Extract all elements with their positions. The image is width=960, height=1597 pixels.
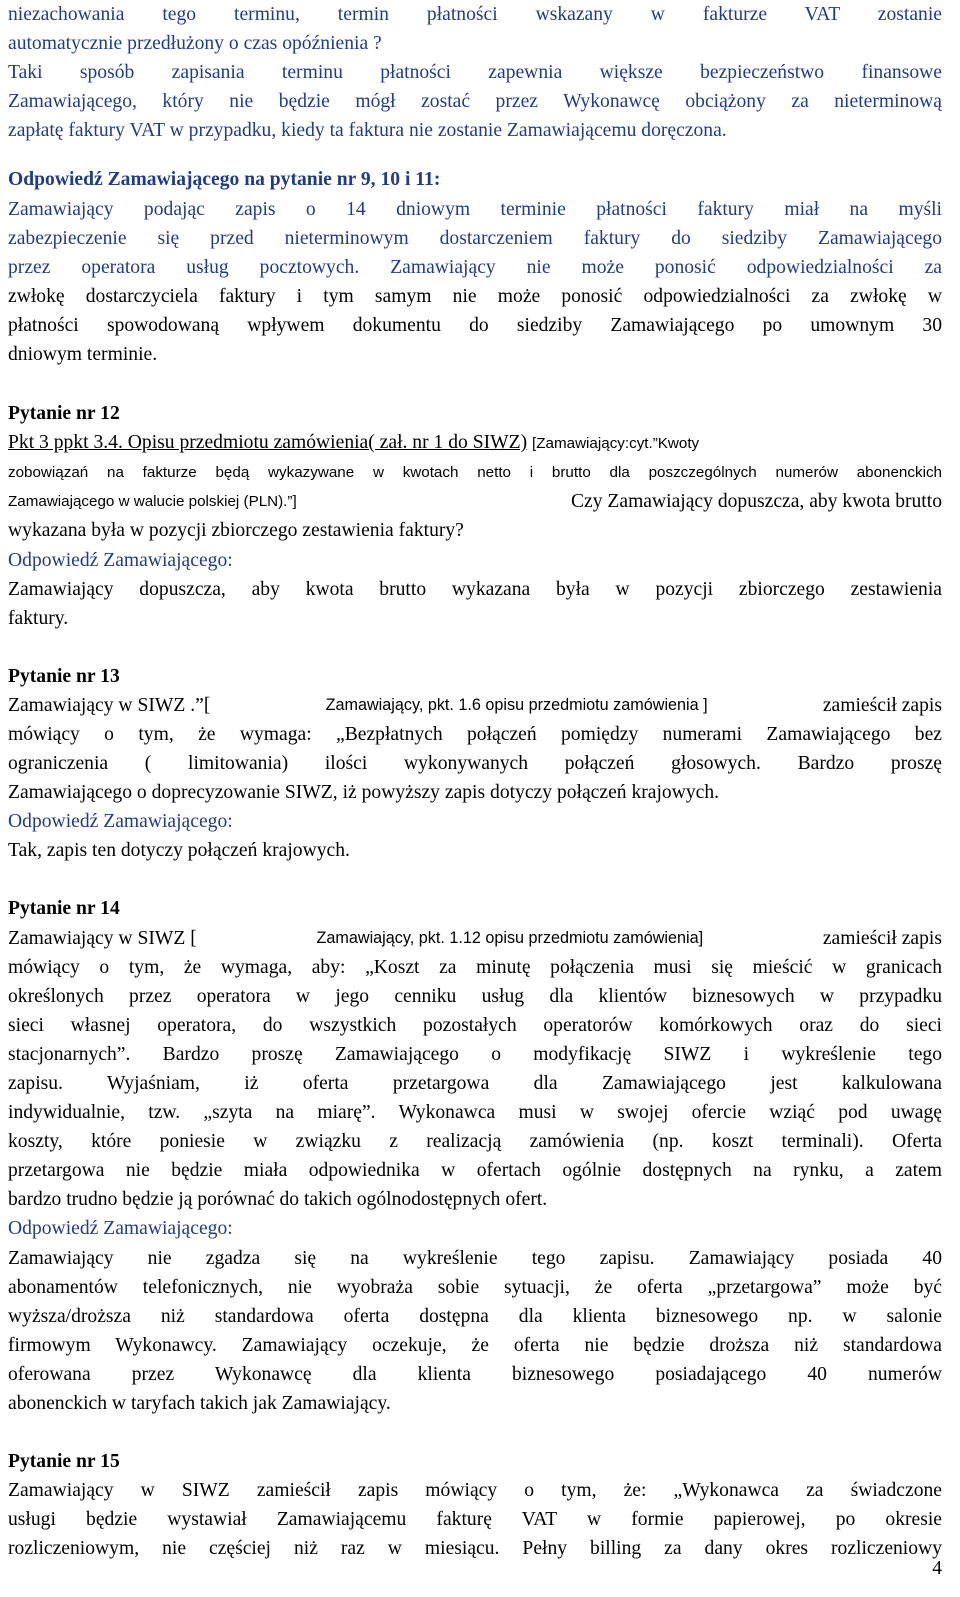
answer-line-5: płatności spowodowaną wpływem dokumentu do siedziby Zamawiającego po umownym 30	[8, 314, 942, 336]
answer-line-4: zwłokę dostarczyciela faktury i tym samym nie może ponosić odpowiedzialności za zwłokę w	[8, 285, 942, 307]
question-14-line-2: mówiący o tym, że wymaga, aby: „Koszt za minutę połączenia musi się mieścić w granicach	[8, 956, 942, 978]
question-14-line-6: zapisu. Wyjaśniam, iż oferta przetargowa dla Zamawiającego jest kalkulowana	[8, 1073, 942, 1094]
document-page	[8, 0, 942, 1564]
question-15-line-2: usługi będzie wystawiał Zamawiającemu fakturę VAT w formie papierowej, po okresie	[8, 1509, 942, 1531]
question-14-line-1-b: Zamawiający, pkt. 1.12 opisu przedmiotu zamówienia]	[316, 928, 704, 947]
question-12-line-1-quote: [Zamawiający:cyt.”Kwoty	[532, 435, 700, 453]
question-14-line-8: koszty, które poniesie w związku z realizacją zamówienia (np. koszt terminali). Oferta	[8, 1131, 942, 1153]
question-13-answer-line-1: Tak, zapis ten dotyczy połączeń krajowych.	[8, 840, 350, 862]
question-14-line-9: przetargowa nie będzie miała odpowiednika w ofertach ogólnie dostępnych na rynku, a zatem	[8, 1160, 942, 1182]
question-13-line-3: ograniczenia ( limitowania) ilości wykonywanych połączeń głosowych. Bardzo proszę	[8, 753, 942, 775]
question-14-title: Pytanie nr 14	[8, 898, 120, 920]
question-14-answer-line-1: Zamawiający nie zgadza się na wykreślenie tego zapisu. Zamawiający posiada 40	[8, 1247, 942, 1269]
question-12-answer-line-2: faktury.	[8, 607, 69, 629]
answer-heading-9-10-11: Odpowiedź Zamawiającego na pytanie nr 9, 10 i 11:	[8, 169, 441, 191]
answer-line-3: przez operatora usług pocztowych. Zamawiający nie może ponosić odpowiedzialności za	[8, 256, 942, 278]
question-14-line-4: sieci własnej operatora, do wszystkich pozostałych operatorów komórkowych oraz do sieci	[8, 1014, 942, 1036]
question-12-line-1-ref: Pkt 3 ppkt 3.4. Opisu przedmiotu zamówienia( zał. nr 1 do SIWZ)	[8, 432, 528, 454]
question-14-answer-line-4: firmowym Wykonawcy. Zamawiający oczekuje, że oferta nie będzie droższa niż standardowa	[8, 1334, 942, 1356]
question-15-title: Pytanie nr 15	[8, 1451, 120, 1473]
page-number: 4	[932, 1558, 942, 1579]
question-14-line-7: indywidualnie, tzw. „szyta na miarę”. Wykonawca musi w swojej ofercie wziąć pod uwagę	[8, 1102, 942, 1124]
question-13-line-1-b: Zamawiający, pkt. 1.6 opisu przedmiotu zamówienia ]	[325, 695, 708, 714]
question-14-answer-line-6: abonenckich w taryfach takich jak Zamawiający.	[8, 1393, 391, 1415]
question-14-answer-line-3: wyższa/droższa niż standardowa oferta dostępna dla klienta biznesowego np. w salonie	[8, 1305, 942, 1327]
question-14-line-3: określonych przez operatora w jego cenniku usług dla klientów biznesowych w przypadku	[8, 985, 942, 1007]
question-12-line-1	[8, 428, 942, 458]
question-14-line-1	[8, 924, 942, 953]
intro-line-3: Taki sposób zapisania terminu płatności zapewnia większe bezpieczeństwo finansowe	[8, 62, 942, 84]
question-14-line-5: stacjonarnych”. Bardzo proszę Zamawiającego o modyfikację SIWZ i wykreślenie tego	[8, 1043, 942, 1065]
question-13-answer-heading: Odpowiedź Zamawiającego:	[8, 811, 233, 833]
question-12-title: Pytanie nr 12	[8, 403, 120, 425]
intro-line-5: zapłatę faktury VAT w przypadku, kiedy ta faktura nie zostanie Zamawiającemu doręczona.	[8, 120, 727, 142]
question-14-line-1-a: Zamawiający w SIWZ [	[8, 927, 197, 949]
intro-line-2: automatycznie przedłużony o czas opóźnienia ?	[8, 33, 382, 55]
question-15-line-3: rozliczeniowym, nie częściej niż raz w miesiącu. Pełny billing za dany okres rozliczeniowy	[8, 1538, 942, 1560]
question-12-line-2: zobowiązań na fakturze będą wykazywane w kwotach netto i brutto dla poszczególnych numerów abonenckich	[8, 464, 942, 482]
question-12-line-3-question: Czy Zamawiający dopuszcza, aby kwota brutto	[570, 491, 942, 513]
question-15-line-1: Zamawiający w SIWZ zamieścił zapis mówiący o tym, że: „Wykonawca za świadczone	[8, 1480, 942, 1502]
question-12-answer-line-1: Zamawiający dopuszcza, aby kwota brutto wykazana była w pozycji zbiorczego zestawienia	[8, 578, 942, 600]
question-12-line-3	[8, 487, 942, 516]
question-13-line-1-a: Zamawiający w SIWZ .”[	[8, 694, 211, 716]
intro-line-4: Zamawiającego, który nie będzie mógł zostać przez Wykonawcę obciążony za nieterminową	[8, 91, 942, 113]
answer-line-1: Zamawiający podając zapis o 14 dniowym terminie płatności faktury miał na myśli	[8, 198, 942, 220]
question-13-line-2: mówiący o tym, że wymaga: „Bezpłatnych połączeń pomiędzy numerami Zamawiającego bez	[8, 723, 942, 745]
question-12-line-4: wykazana była w pozycji zbiorczego zestawienia faktury?	[8, 520, 464, 542]
question-14-answer-line-5: oferowana przez Wykonawcę dla klienta biznesowego posiadającego 40 numerów	[8, 1363, 942, 1385]
intro-line-1: niezachowania tego terminu, termin płatności wskazany w fakturze VAT zostanie	[8, 4, 942, 25]
answer-line-6: dniowym terminie.	[8, 344, 158, 366]
question-13-title: Pytanie nr 13	[8, 665, 120, 687]
question-13-line-4: Zamawiającego o doprecyzowanie SIWZ, iż powyższy zapis dotyczy połączeń krajowych.	[8, 782, 720, 804]
question-14-answer-line-2: abonamentów telefonicznych, nie wyobraża sobie sytuacji, że oferta „przetargowa” może być	[8, 1276, 942, 1298]
question-14-line-1-c: zamieścił zapis	[822, 927, 942, 949]
question-14-line-10: bardzo trudno będzie ją porównać do takich ogólnodostępnych ofert.	[8, 1189, 548, 1211]
question-12-answer-heading: Odpowiedź Zamawiającego:	[8, 549, 233, 571]
question-13-line-1	[8, 691, 942, 720]
answer-line-2: zabezpieczenie się przed nieterminowym dostarczeniem faktury do siedziby Zamawiającego	[8, 227, 942, 249]
question-14-answer-heading: Odpowiedź Zamawiającego:	[8, 1218, 233, 1240]
question-12-line-3-quote: Zamawiającego w walucie polskiej (PLN).”]	[8, 493, 297, 511]
question-13-line-1-c: zamieścił zapis	[822, 694, 942, 716]
